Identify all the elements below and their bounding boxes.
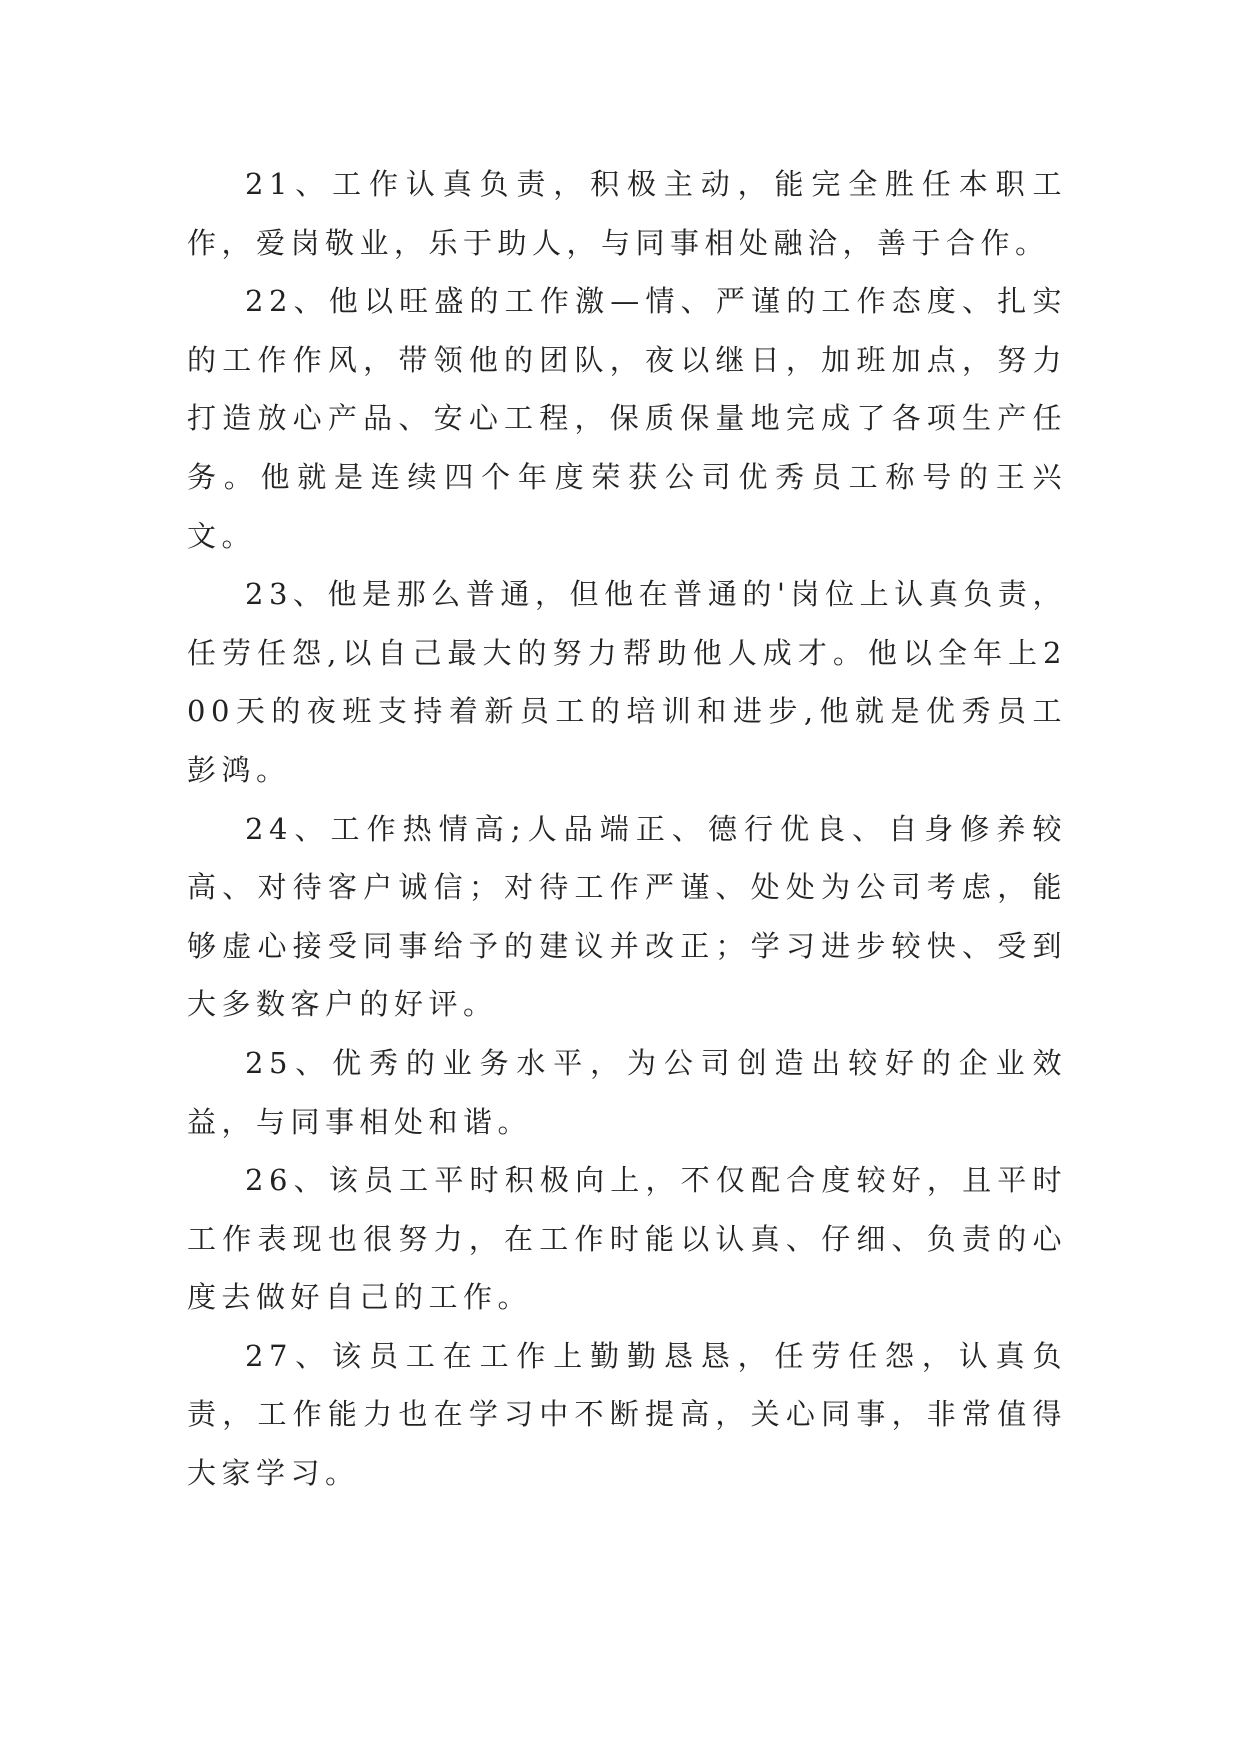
- document-body: [187, 155, 1067, 1503]
- paragraph-23: 23、他是那么普通，但他在普通的'岗位上认真负责，任劳任怨,以自己最大的努力帮助他人成才。他以全年上200天的夜班支持着新员工的培训和进步,他就是优秀员工彭鸿。: [187, 577, 1067, 787]
- paragraph-21: 21、工作认真负责，积极主动，能完全胜任本职工作，爱岗敬业，乐于助人，与同事相处融洽，善于合作。: [187, 167, 1067, 260]
- paragraph-27: 27、该员工在工作上勤勤恳恳，任劳任怨，认真负责，工作能力也在学习中不断提高，关心同事，非常值得大家学习。: [187, 1338, 1067, 1491]
- paragraph-24: 24、工作热情高;人品端正、德行优良、自身修养较高、对待客户诚信；对待工作严谨、处处为公司考虑，能够虚心接受同事给予的建议并改正；学习进步较快、受到大多数客户的好评。: [187, 811, 1067, 1022]
- paragraph-22: 22、他以旺盛的工作激—情、严谨的工作态度、扎实的工作作风，带领他的团队，夜以继日，加班加点，努力打造放心产品、安心工程，保质保量地完成了各项生产任务。他就是连续四个年度荣获公司优秀员工称号的王兴文。: [187, 284, 1067, 553]
- paragraph-26: 26、该员工平时积极向上，不仅配合度较好，且平时工作表现也很努力，在工作时能以认真、仔细、负责的心度去做好自己的工作。: [187, 1163, 1067, 1315]
- paragraph-25: 25、优秀的业务水平，为公司创造出较好的企业效益，与同事相处和谐。: [187, 1045, 1067, 1139]
